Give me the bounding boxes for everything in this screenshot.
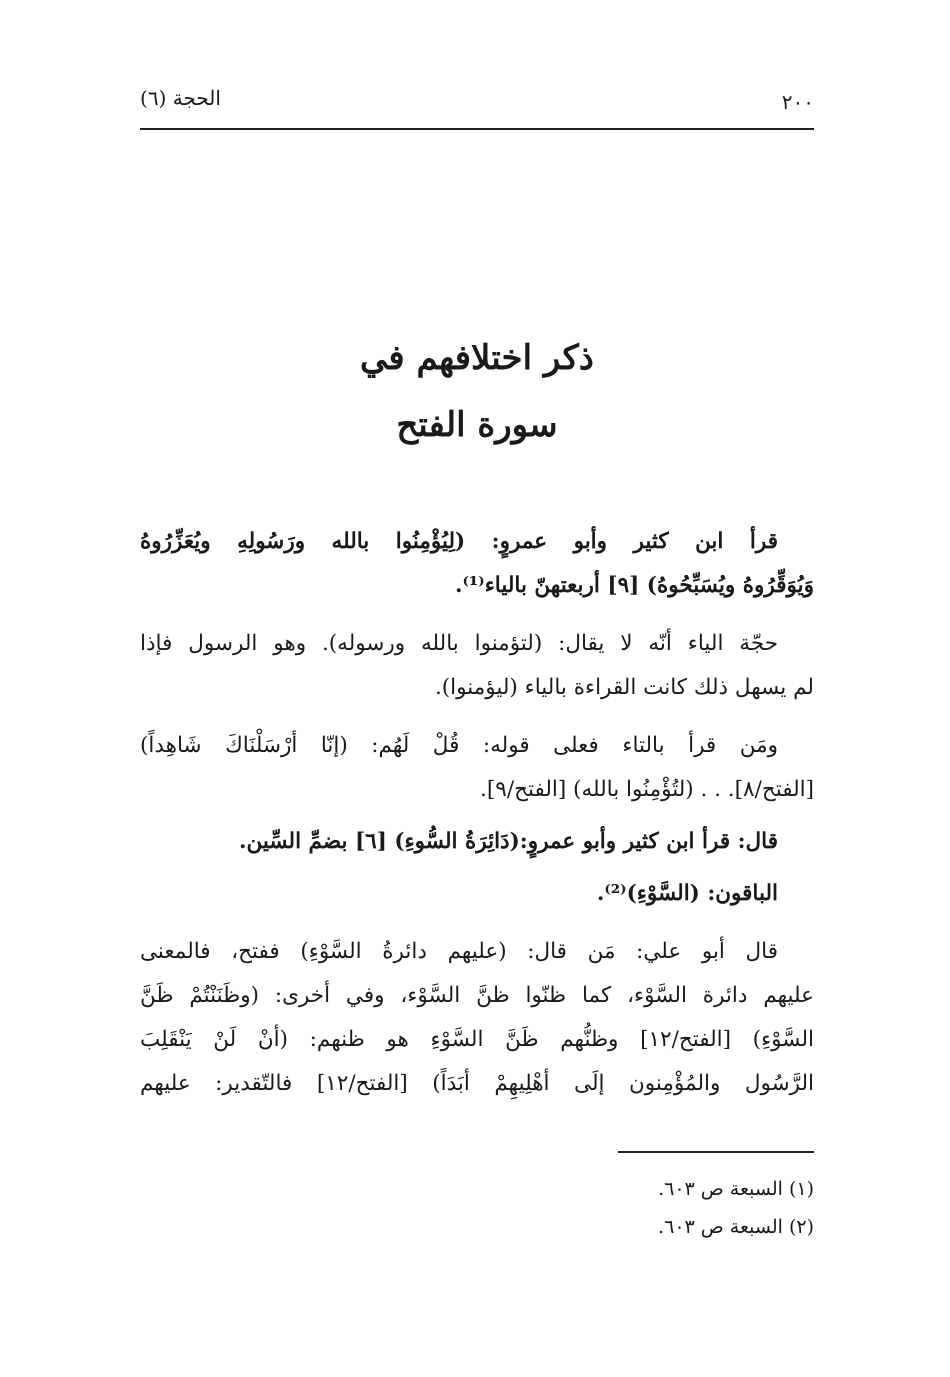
header-divider <box>140 128 814 130</box>
text-line: لم يسهل ذلك كانت القراءة بالياء (ليؤمنوا). <box>434 675 814 700</box>
paragraph-others <box>140 872 814 916</box>
text-line: الرَّسُول والمُؤْمِنون إلَى أهْلِيهِمْ أبَدَاً) [الفتح/١٢] فالتّقدير: عليهم <box>140 1071 814 1096</box>
paragraph-argument-ya <box>140 622 814 710</box>
text-line: قال أبو علي: مَن قال: (عليهم دائرةُ السَّوْءِ) ففتح، فالمعنى <box>140 939 778 964</box>
text-line: السَّوْءِ) [الفتح/١٢] وظنُّهم ظَنَّ السَّوْءِ هو ظنهم: (أنْ لَنْ يَنْقَلِبَ <box>140 1027 814 1052</box>
text-line: عليهم دائرة السَّوْء، كما ظنّوا ظنَّ السَّوْء، وفي أخرى: (وظَنَنْتُمْ ظَنَّ <box>140 983 814 1008</box>
text-line: الباقون: (السَّوْءِ)⁽²⁾. <box>596 881 778 906</box>
text-line: قال: قرأ ابن كثير وأبو عمروٍ:(دَائِرَةُ السُّوءِ) [٦] بضمِّ السِّين. <box>239 829 778 854</box>
footnote-divider <box>618 1151 814 1153</box>
footnotes <box>140 1170 814 1246</box>
page-header <box>140 84 814 128</box>
page-number: ٢٠٠ <box>781 90 814 114</box>
chapter-title-line-2: سورة الفتح <box>396 405 558 445</box>
paragraph-reading-ibn-kathir <box>140 520 814 608</box>
footnote-2: (٢) السبعة ص ٦٠٣. <box>658 1216 814 1238</box>
paragraph-reading-ta <box>140 724 814 812</box>
text-line: [الفتح/٨]. . . (لتُؤْمِنُوا بالله) [الفتح/٩]. <box>480 777 814 802</box>
paragraph-abu-ali <box>140 930 814 1106</box>
text-line: قرأ ابن كثير وأبو عمروٍ: (لِيُؤْمِنُوا بالله ورَسُولِهِ ويُعَزِّرُوهُ <box>140 529 778 554</box>
paragraph-reading-dairat <box>140 820 814 864</box>
running-title: الحجة (٦) <box>140 86 221 110</box>
footnote-1: (١) السبعة ص ٦٠٣. <box>658 1178 814 1200</box>
main-text <box>140 520 814 1106</box>
text-line: حجّة الياء أنّه لا يقال: (لتؤمنوا بالله ورسوله). وهو الرسول فإذا <box>140 631 778 656</box>
chapter-title-line-1: ذكر اختلافهم في <box>360 338 594 378</box>
text-line: وَيُوَقِّرُوهُ ويُسَبِّحُوهُ) [٩] أربعتهنّ بالياء⁽¹⁾. <box>454 573 814 598</box>
text-line: ومَن قرأ بالتاء فعلى قوله: قُلْ لَهُم: (إنّا أرْسَلْنَاكَ شَاهِداً) <box>140 733 779 758</box>
